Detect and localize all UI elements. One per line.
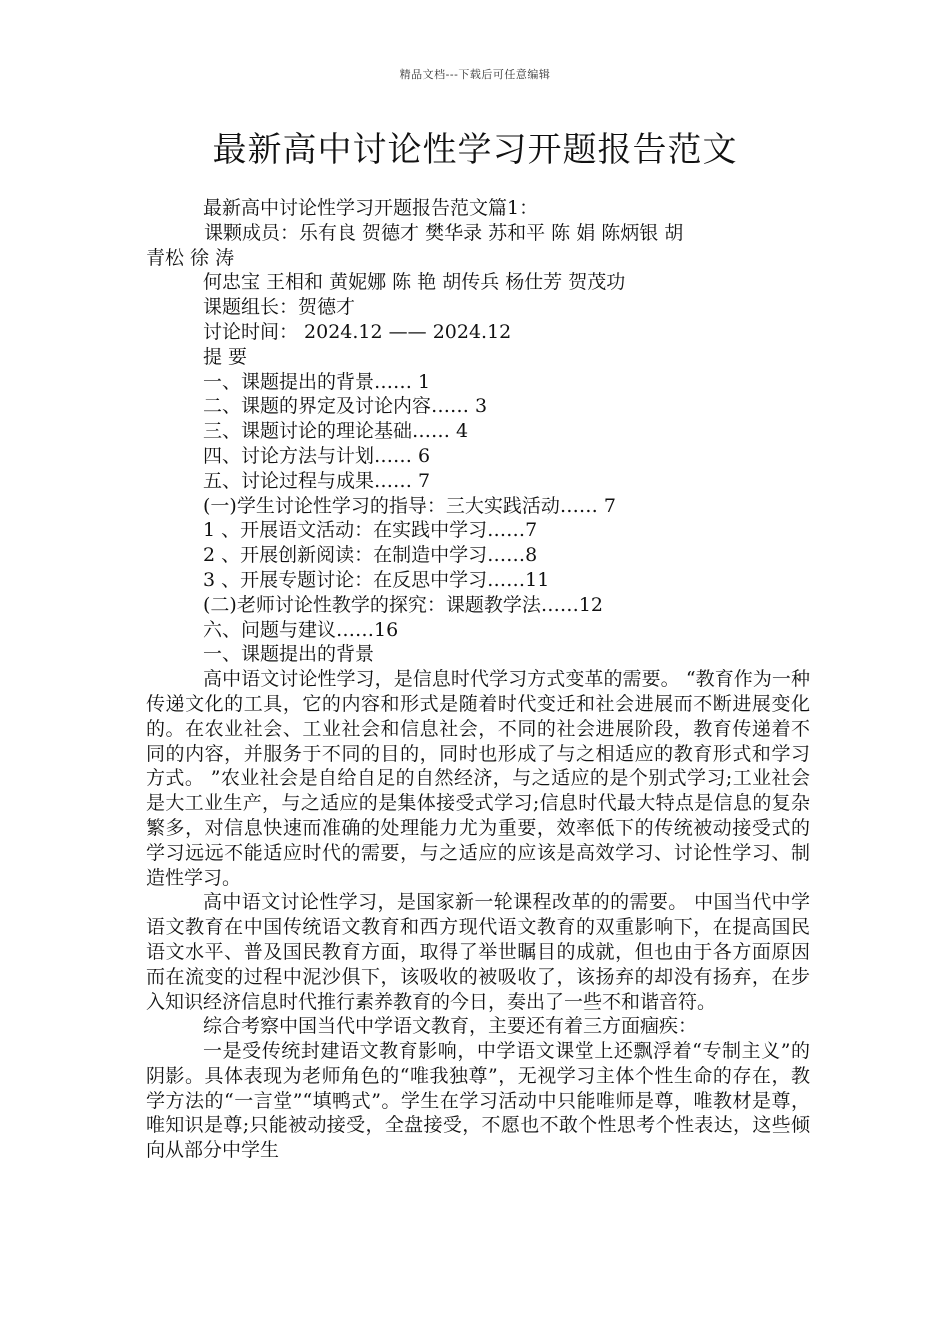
research-time: 讨论时间： 2024.12 —— 2024.12 [203,320,512,343]
intro-heading: 最新高中讨论性学习开题报告范文篇1： [203,197,539,219]
members-line-2: 青松 徐 涛 [146,246,235,269]
body-paragraph: 一是受传统封建语文教育影响，中学语文课堂上还飘浮着“专制主义”的阴影。具体表现为老师角色的“唯我独尊”，无视学习主体个性生命的存在，教学方法的“一言堂”“填鸭式”。学生在学习活动中只能唯师是尊，唯教材是尊，唯知识是尊;只能被动接受，全盘接受，不愿也不敢个性思考个性表达，这些倾向从部分中学生 [146,1040,810,1162]
toc-item: 二、课题的界定及讨论内容…… 3 [203,395,488,418]
header-note: 精品文档---下载后可任意编辑 [399,68,551,81]
toc-item: 六、问题与建议……16 [203,618,399,641]
body-paragraph: 高中语文讨论性学习，是信息时代学习方式变革的需要。 “教育作为一种传递文化的工具，它的内容和形式是随着时代变迁和社会进展而不断进展变化的。在农业社会、工业社会和信息社会，不同的社会进展阶段，教育传递着不同的内容，并服务于不同的目的，同时也形成了与之相适应的教育形式和学习方式。 ”农业社会是自给自足的自然经济，与之适应的是个别式学习;工业社会是大工业生产，与之适应的是集体接受式学习;信息时代最大特点是信息的复杂繁多，对信息快速而准确的处理能力尤为重要，效率低下的传统被动接受式的学习远远不能适应时代的需要，与之适应的应该是高效学习、讨论性学习、制造性学习。 [146,668,810,889]
document-body [146,196,810,1163]
members-line-1: 课颗成员：乐有良 贺德才 樊华录 苏和平 陈 娟 陈炳银 胡 [204,221,684,244]
toc-item: 三、课题讨论的理论基础…… 4 [203,420,469,443]
toc-item: (一)学生讨论性学习的指导：三大实践活动…… 7 [203,494,616,517]
body-paragraph: 综合考察中国当代中学语文教育，主要还有着三方面痼疾： [203,1015,698,1038]
group-leader: 课题组长：贺德才 [203,296,356,319]
document-title: 最新高中讨论性学习开题报告范文 [212,130,738,170]
toc-item: 五、讨论过程与成果…… 7 [203,469,431,492]
toc-item: 四、讨论方法与计划…… 6 [203,444,431,467]
body-paragraph: 高中语文讨论性学习，是国家新一轮课程改革的的需要。 中国当代中学语文教育在中国传统语文教育和西方现代语文教育的双重影响下，在提高国民语文水平、普及国民教育方面，取得了举世瞩目的成就，但也由于各方面原因而在流变的过程中泥沙俱下，该吸收的被吸收了，该扬弃的却没有扬弃，在步入知识经济信息时代推行素养教育的今日，奏出了一些不和谐音符。 [146,891,810,1013]
members-line-3: 何忠宝 王相和 黄妮娜 陈 艳 胡传兵 杨仕芳 贺茂功 [203,271,626,294]
toc-item: 一、课题提出的背景…… 1 [203,370,431,393]
section-heading: 一、课题提出的背景 [203,643,375,666]
toc-item: 2 、开展创新阅读：在制造中学习……8 [203,544,538,567]
table-of-contents [146,370,810,643]
toc-item: 1 、开展语文活动：在实践中学习……7 [203,519,538,542]
toc-item: (二)老师讨论性教学的探究：课题教学法……12 [203,593,604,616]
toc-item: 3 、开展专题讨论：在反思中学习……11 [203,568,550,591]
summary-label: 提 要 [203,345,248,368]
